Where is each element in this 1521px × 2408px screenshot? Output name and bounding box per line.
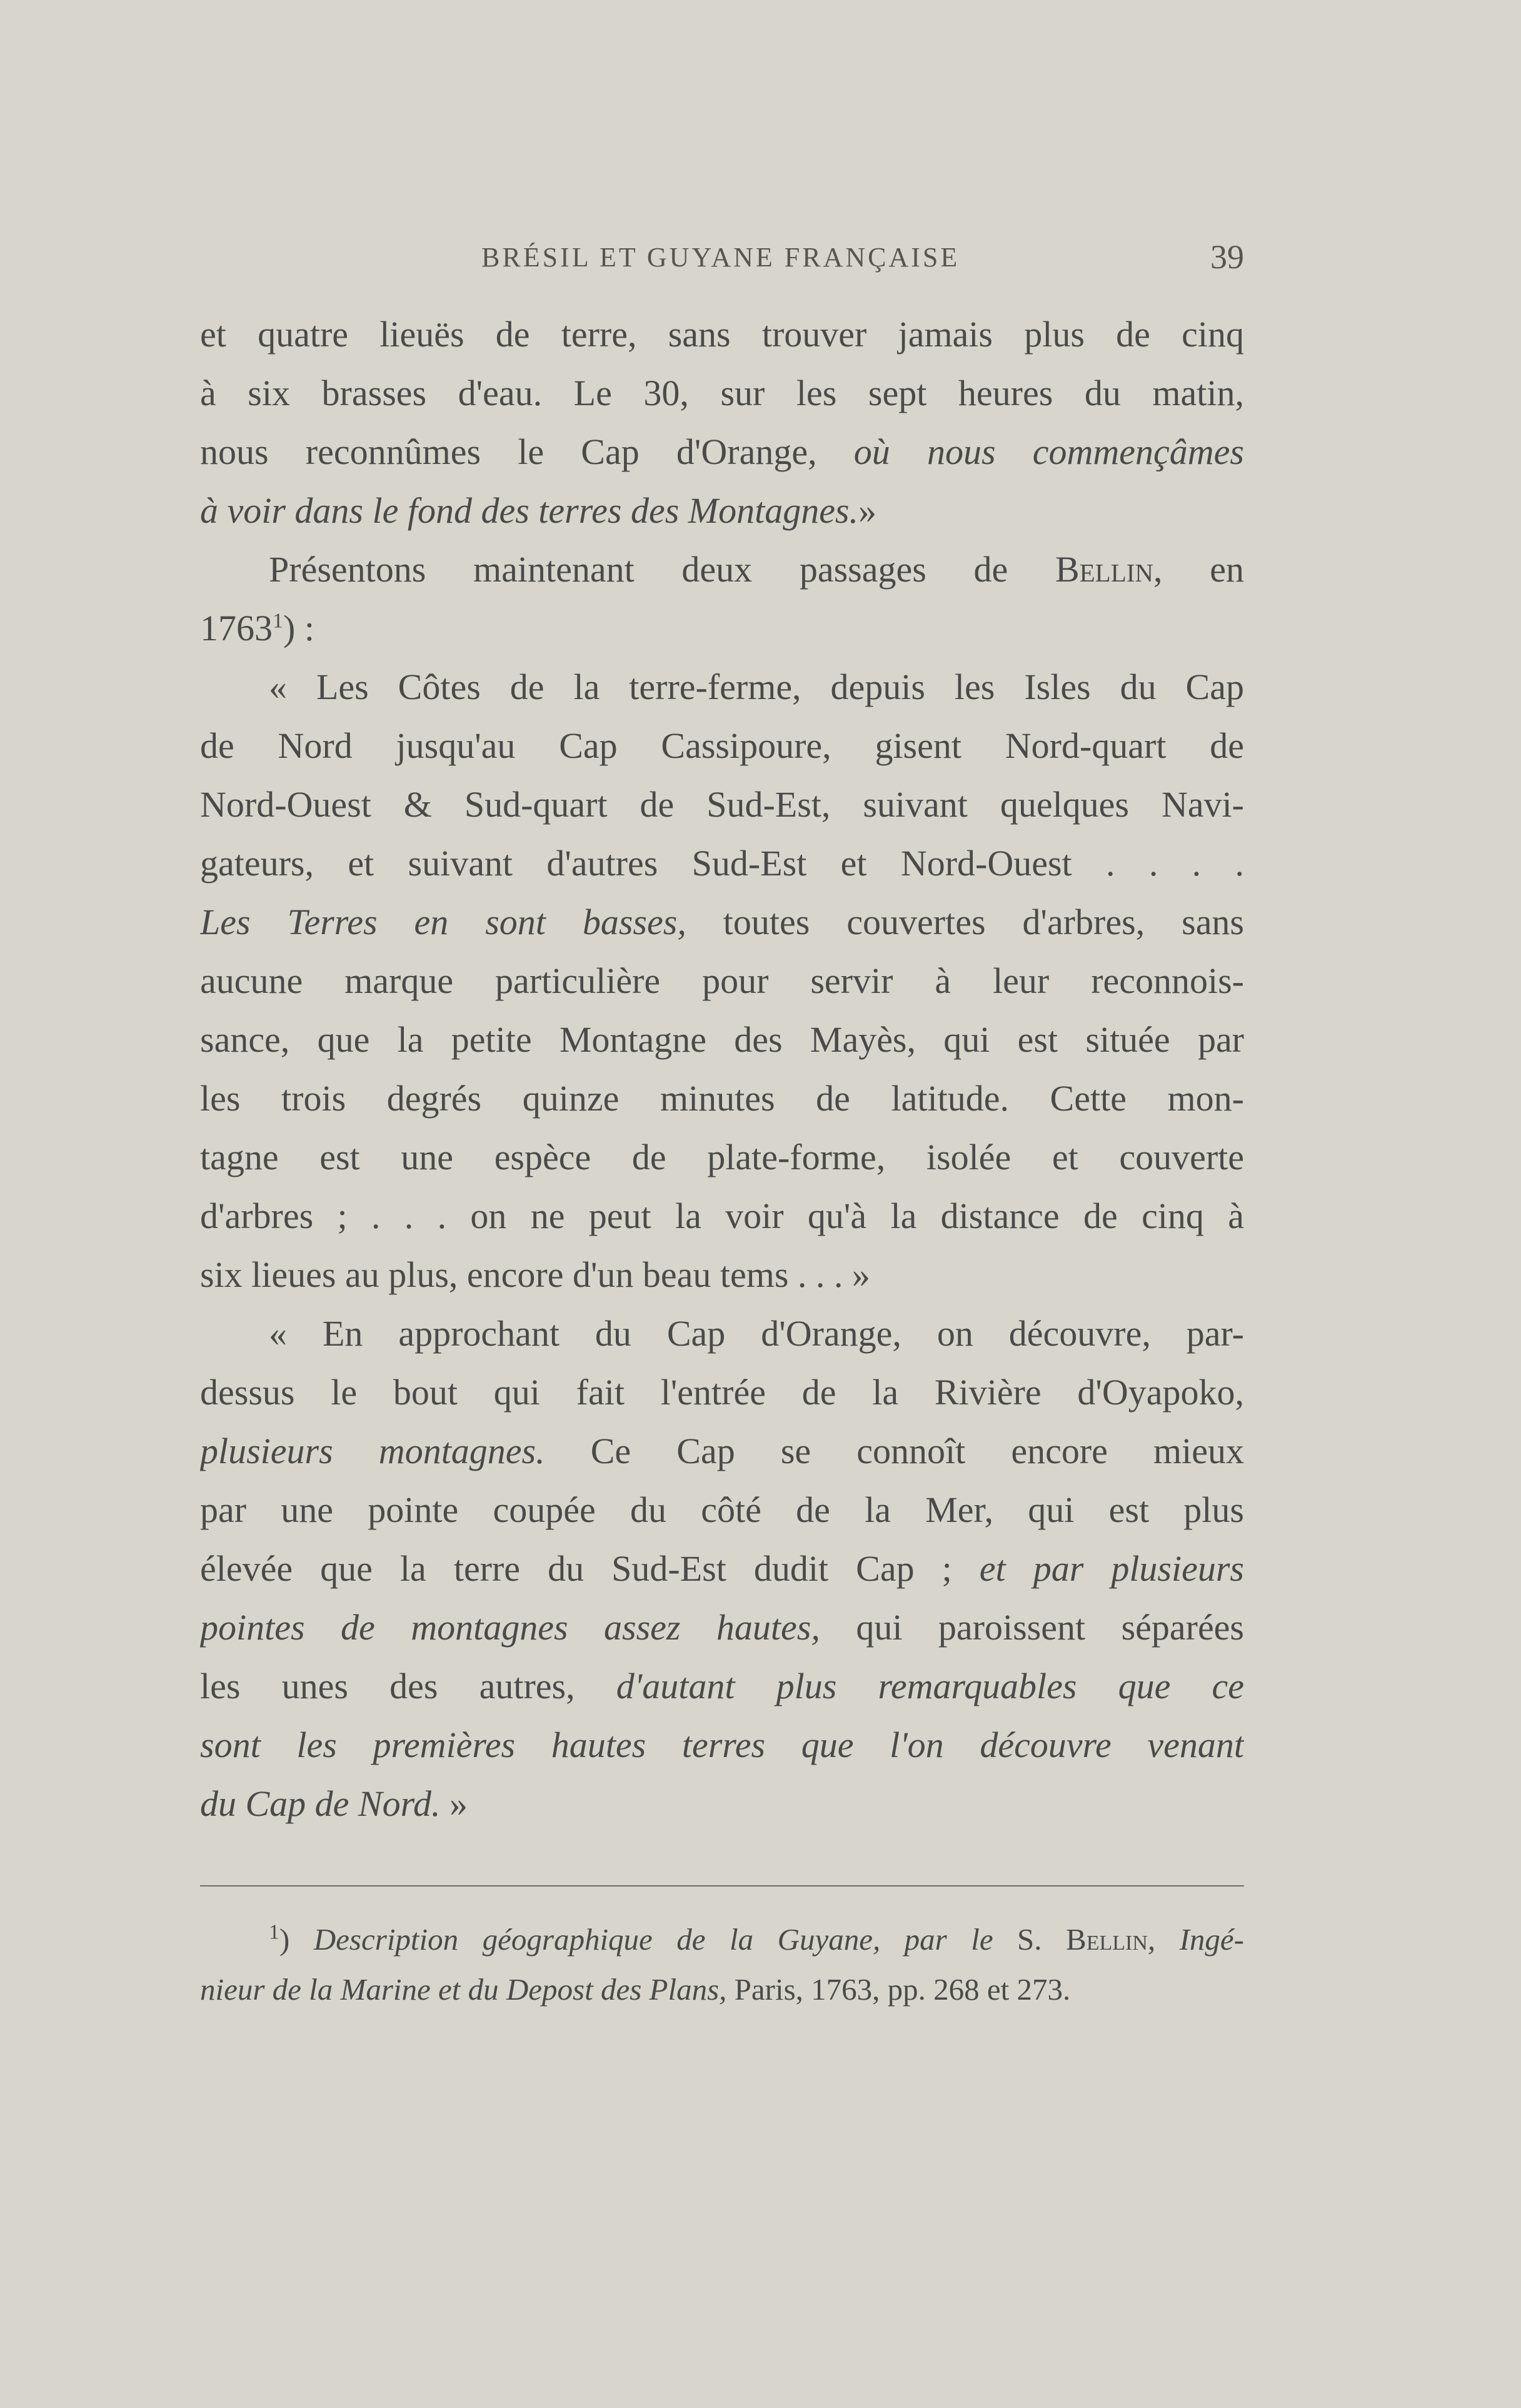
text-line: pointes de montagnes assez hautes, qui paroissent séparées [200,1607,1244,1648]
text-line: sance, que la petite Montagne des Mayès, qui est située par [200,1019,1244,1060]
text-line: du Cap de Nord. » [200,1783,468,1824]
footnote-ref: 1 [273,609,283,633]
author-name: Bellin [1055,549,1154,590]
text-line: nous reconnûmes le Cap d'Orange, où nous commençâmes [200,431,1244,472]
text-line: par une pointe coupée du côté de la Mer, qui est plus [200,1489,1244,1530]
text-line: à voir dans le fond des terres des Montagnes.» [200,490,877,531]
body-text [200,305,1244,1833]
footnote-marker: 1 [269,1920,279,1944]
footnote [200,1915,1244,2015]
text-line: 1763$^1$) : [200,608,314,648]
text-line: six lieues au plus, encore d'un beau tems . . . » [200,1254,870,1295]
text-line: tagne est une espèce de plate-forme, isolée et couverte [200,1137,1244,1177]
running-title: BRÉSIL ET GUYANE FRANÇAISE [481,242,960,273]
text-line: Présentons maintenant deux passages de Bellin, en [269,549,1244,590]
text-line: aucune marque particulière pour servir à leur reconnois- [200,960,1244,1001]
text-line: les unes des autres, d'autant plus remarquables que ce [200,1666,1244,1706]
page-header [200,236,1244,280]
text-line: plusieurs montagnes. Ce Cap se connoît encore mieux [200,1431,1244,1471]
text-line: et quatre lieuës de terre, sans trouver jamais plus de cinq [200,314,1244,355]
text-line: « En approchant du Cap d'Orange, on découvre, par- [269,1313,1244,1354]
text-line: sont les premières hautes terres que l'on découvre venant [200,1725,1244,1765]
text-line: Nord-Ouest & Sud-quart de Sud-Est, suivant quelques Navi- [200,784,1244,825]
text-line: d'arbres ; . . . on ne peut la voir qu'à la distance de cinq à [200,1196,1244,1236]
footnote-line: $^1$) Description géographique de la Guyane, par le S. Bellin, Ingé- [269,1920,1244,1957]
text-line: « Les Côtes de la terre-ferme, depuis les Isles du Cap [269,667,1244,707]
text-line: à six brasses d'eau. Le 30, sur les sept heures du matin, [200,373,1244,413]
text-line: de Nord jusqu'au Cap Cassipoure, gisent Nord-quart de [200,725,1244,766]
text-line: Les Terres en sont basses, toutes couvertes d'arbres, sans [200,902,1244,942]
footnote-line: nieur de la Marine et du Depost des Plans, Paris, 1763, pp. 268 et 273. [200,1972,1071,2007]
text-line: gateurs, et suivant d'autres Sud-Est et Nord-Ouest . . . . [200,843,1244,884]
footnote-divider [200,1885,1244,1887]
text-line: élevée que la terre du Sud-Est dudit Cap ; et par plusieurs [200,1548,1244,1589]
text-line: les trois degrés quinze minutes de latitude. Cette mon- [200,1078,1244,1119]
page-number: 39 [1210,238,1244,276]
text-line: dessus le bout qui fait l'entrée de la Rivière d'Oyapoko, [200,1372,1244,1413]
